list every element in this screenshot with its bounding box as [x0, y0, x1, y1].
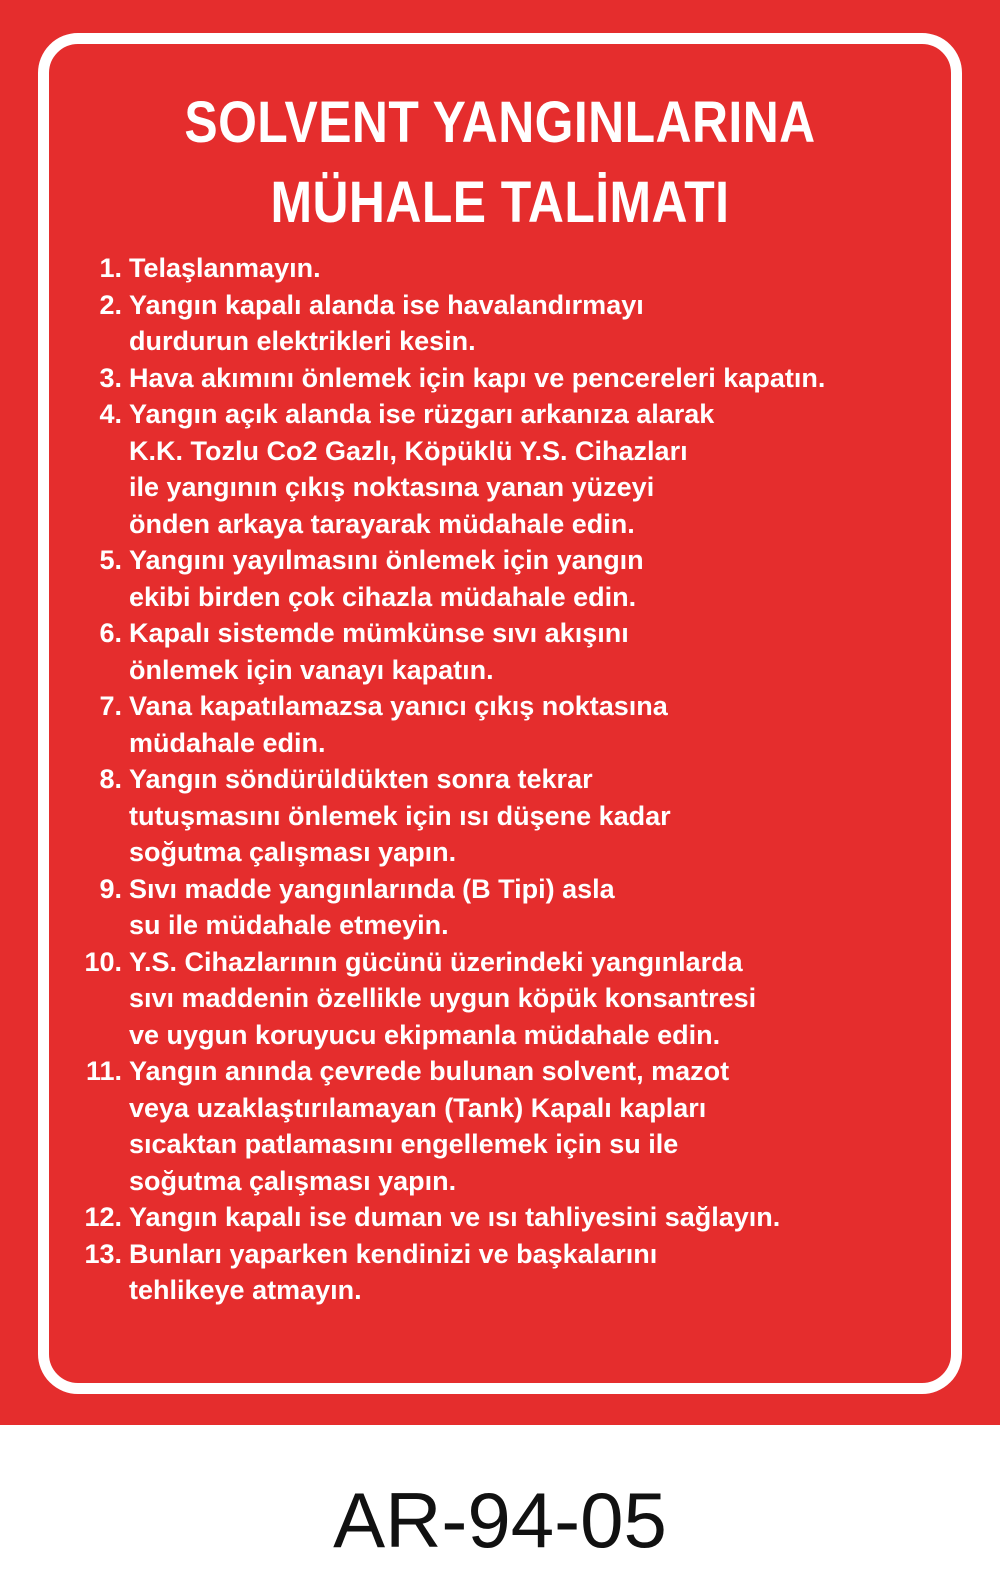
instruction-number: 4. — [99, 399, 122, 429]
instruction-line: önden arkaya tarayarak müdahale edin. — [129, 508, 635, 539]
instruction-item — [0, 688, 1000, 761]
instruction-text — [129, 250, 969, 287]
instruction-number: 1. — [99, 253, 122, 283]
instruction-line: Kapalı sistemde mümkünse sıvı akışını — [129, 618, 629, 648]
instruction-line: müdahale edin. — [129, 727, 326, 758]
instruction-line: su ile müdahale etmeyin. — [129, 910, 449, 940]
instruction-item — [0, 360, 1000, 397]
instruction-number: 7. — [99, 691, 122, 721]
instruction-text — [129, 944, 969, 1054]
instruction-item — [0, 944, 1000, 1054]
instruction-item — [0, 250, 1000, 287]
instruction-text — [129, 1053, 969, 1199]
instruction-line: soğutma çalışması yapın. — [129, 1165, 457, 1196]
instruction-text — [129, 761, 969, 871]
instruction-text — [129, 871, 969, 944]
instruction-line: sıvı maddenin özellikle uygun köpük konsantresi — [129, 983, 757, 1013]
instruction-line: Hava akımını önlemek için kapı ve pencereleri kapatın. — [129, 362, 826, 393]
instruction-item — [0, 287, 1000, 360]
instruction-line: Y.S. Cihazlarının gücünü üzerindeki yangınlarda — [129, 946, 743, 977]
instruction-item — [0, 1053, 1000, 1199]
instruction-number: 13. — [84, 1238, 122, 1269]
instruction-line: Vana kapatılamazsa yanıcı çıkış noktasına — [129, 691, 668, 721]
instruction-list — [0, 250, 1000, 1309]
instruction-item — [0, 542, 1000, 615]
instruction-line: Yangın anında çevrede bulunan solvent, mazot — [129, 1056, 730, 1086]
instruction-number: 9. — [99, 873, 122, 904]
instruction-line: ile yangının çıkış noktasına yanan yüzeyi — [129, 472, 655, 502]
instruction-number: 10. — [84, 946, 122, 977]
instruction-line: durdurun elektrikleri kesin. — [129, 326, 476, 356]
instruction-line: önlemek için vanayı kapatın. — [129, 654, 494, 685]
product-code: AR-94-05 — [333, 1476, 667, 1564]
instruction-line: ekibi birden çok cihazla müdahale edin. — [129, 581, 637, 612]
instruction-line: Sıvı madde yangınlarında (B Tipi) asla — [129, 873, 615, 904]
instruction-text — [129, 1199, 969, 1236]
instruction-line: tehlikeye atmayın. — [129, 1275, 362, 1305]
instruction-text — [129, 287, 969, 360]
instruction-line: veya uzaklaştırılamayan (Tank) Kapalı kapları — [129, 1092, 707, 1123]
instruction-text — [129, 688, 969, 761]
instruction-text — [129, 1236, 969, 1309]
instruction-item — [0, 1199, 1000, 1236]
instruction-number: 8. — [99, 764, 122, 794]
sign-title-line1: SOLVENT YANGINLARINA — [184, 90, 816, 155]
instruction-text — [129, 615, 969, 688]
instruction-text — [129, 360, 969, 397]
instruction-line: Yangın açık alanda ise rüzgarı arkanıza alarak — [129, 399, 715, 429]
instruction-number: 3. — [99, 362, 122, 393]
instruction-line: soğutma çalışması yapın. — [129, 837, 457, 867]
instruction-text — [129, 396, 969, 542]
instruction-item — [0, 761, 1000, 871]
instruction-line: Bunları yaparken kendinizi ve başkalarını — [129, 1238, 658, 1269]
instruction-line: Yangını yayılmasını önlemek için yangın — [129, 545, 644, 575]
instruction-line: Yangın söndürüldükten sonra tekrar — [129, 764, 593, 794]
instruction-item — [0, 396, 1000, 542]
instruction-line: K.K. Tozlu Co2 Gazlı, Köpüklü Y.S. Cihazları — [129, 435, 688, 466]
instruction-number: 6. — [99, 618, 122, 648]
instruction-item — [0, 1236, 1000, 1309]
sign-title-line2: MÜHALE TALİMATI — [270, 170, 730, 235]
instruction-line: ve uygun koruyucu ekipmanla müdahale edin. — [129, 1019, 721, 1050]
instruction-line: Yangın kapalı ise duman ve ısı tahliyesini sağlayın. — [129, 1202, 781, 1232]
instruction-number: 2. — [99, 289, 122, 320]
instruction-number: 12. — [84, 1202, 122, 1232]
instruction-line: Telaşlanmayın. — [129, 253, 321, 283]
instruction-item — [0, 615, 1000, 688]
instruction-line: tutuşmasını önlemek için ısı düşene kadar — [129, 800, 671, 831]
instruction-line: sıcaktan patlamasını engellemek için su ile — [129, 1129, 679, 1159]
instruction-line: Yangın kapalı alanda ise havalandırmayı — [129, 289, 644, 320]
instruction-item — [0, 871, 1000, 944]
instruction-number: 5. — [99, 545, 122, 575]
instruction-text — [129, 542, 969, 615]
instruction-number: 11. — [85, 1056, 122, 1086]
